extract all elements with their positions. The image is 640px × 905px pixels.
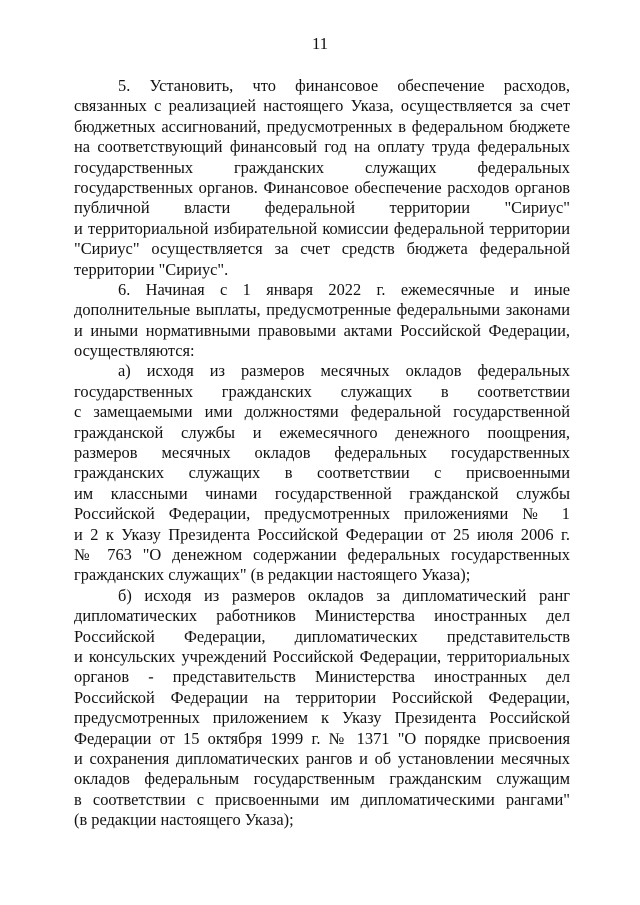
text-line: гражданских служащих" (в редакции настоящего Указа); (74, 565, 471, 585)
text-line: в соответствии с присвоенными им дипломатическими рангами" (74, 789, 570, 809)
document-body (74, 76, 570, 830)
text-line: 5. Установить, что финансовое обеспечение расходов, (118, 76, 570, 95)
text-line: дипломатических работников Министерства иностранных дел (74, 606, 570, 626)
text-line: окладов федеральным государственным гражданским служащим (74, 769, 570, 789)
text-line: а) исходя из размеров месячных окладов федеральных (118, 361, 570, 381)
text-line: и территориальной избирательной комиссии федеральной территории (74, 218, 570, 238)
text-line: размеров месячных окладов федеральных государственных (74, 443, 570, 463)
text-line: 6. Начиная с 1 января 2022 г. ежемесячные и иные (118, 279, 570, 299)
text-line: государственных гражданских служащих в соответствии (74, 381, 570, 401)
text-line: на соответствующий финансовый год на оплату труда федеральных (74, 137, 570, 157)
text-line: и иными нормативными правовыми актами Российской Федерации, (74, 320, 570, 340)
text-line: дополнительные выплаты, предусмотренные федеральными законами (74, 300, 570, 320)
text-line: Федерации от 15 октября 1999 г. № 1371 "О порядке присвоения (74, 728, 570, 748)
text-line: предусмотренных приложением к Указу Президента Российской (74, 708, 570, 728)
text-line: Российской Федерации, предусмотренных приложениями № 1 (74, 504, 570, 524)
text-line: Российской Федерации, дипломатических представительств (74, 626, 570, 646)
text-line: государственных гражданских служащих федеральных (74, 157, 570, 177)
page-number: 11 (311, 34, 329, 53)
text-line: "Сириус" осуществляется за счет средств бюджета федеральной (74, 239, 570, 259)
text-line: связанных с реализацией настоящего Указа, осуществляется за счет (74, 96, 570, 116)
text-line: и консульских учреждений Российской Федерации, территориальных (74, 646, 570, 666)
text-line: осуществляются: (74, 341, 195, 361)
text-line: территории "Сириус". (74, 259, 229, 279)
text-line: (в редакции настоящего Указа); (74, 810, 294, 830)
text-line: органов - представительств Министерства иностранных дел (74, 667, 570, 687)
text-line: и сохранения дипломатических рангов и об установлении месячных (74, 748, 570, 768)
text-line: гражданской службы и ежемесячного денежного поощрения, (74, 422, 570, 442)
text-line: гражданских служащих в соответствии с присвоенными (74, 463, 570, 483)
text-line: и 2 к Указу Президента Российской Федерации от 25 июля 2006 г. (74, 524, 570, 544)
text-line: б) исходя из размеров окладов за дипломатический ранг (118, 585, 570, 605)
text-line: бюджетных ассигнований, предусмотренных в федеральном бюджете (74, 116, 570, 136)
text-line: им классными чинами государственной гражданской службы (74, 483, 570, 503)
text-line: государственных органов. Финансовое обеспечение расходов органов (74, 177, 570, 197)
text-line: Российской Федерации на территории Российской Федерации, (74, 687, 570, 707)
text-line: с замещаемыми ими должностями федеральной государственной (74, 402, 570, 422)
text-line: публичной власти федеральной территории "Сириус" (74, 198, 570, 218)
text-line: № 763 "О денежном содержании федеральных государственных (74, 544, 570, 564)
